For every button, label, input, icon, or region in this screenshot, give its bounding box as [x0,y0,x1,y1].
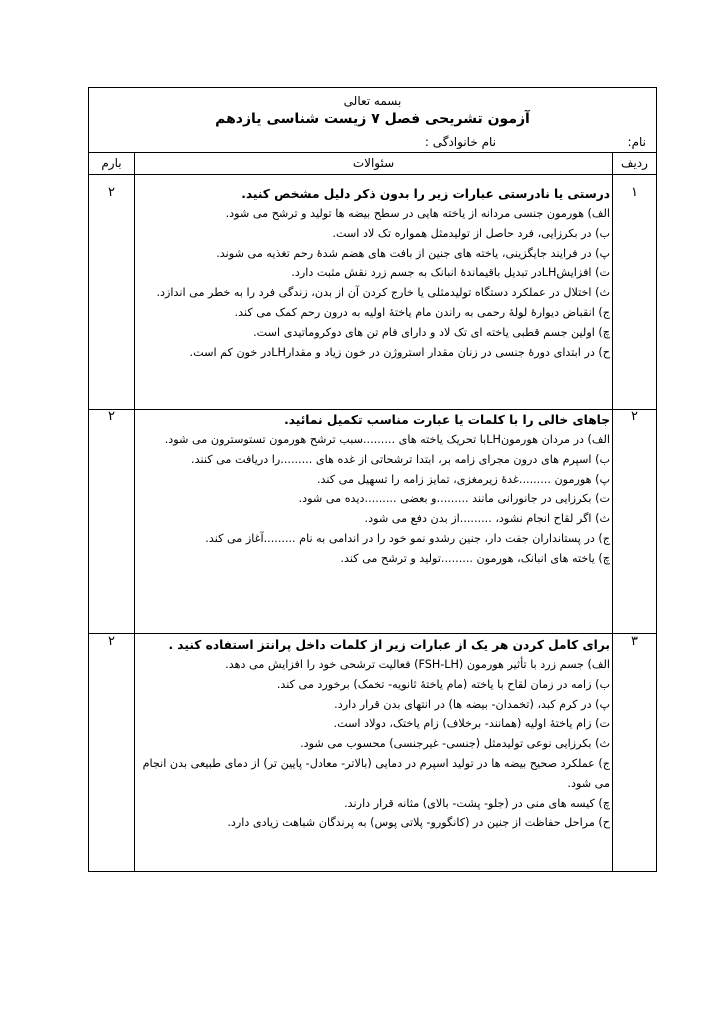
question-item: ث) اگر لقاح انجام نشود، .........از بدن دفع می شود. [364,512,610,526]
question-item: پ) در کرم کبد، (تخمدان- بیضه ها) در انتهای بدن قرار دارد. [334,697,610,711]
question-score: ۲ [108,409,115,424]
question-item: ح) در ابتدای دورهٔ جنسی در زنان مقدار استروژن در خون زیاد و مقدارLHدر خون کم است. [189,345,610,359]
question-item: الف) جسم زرد با تأثیر هورمون (FSH-LH) فعالیت ترشحی خود را افزایش می دهد. [225,658,610,671]
question-item: ج) عملکرد صحیح بیضه ها در تولید اسپرم در دمایی (بالاتر- معادل- پایین تر) از دمای طبیعی بدن انجام می شود. [142,756,610,790]
question-block-2 [139,411,610,569]
question-item: ث) اختلال در عملکرد دستگاه تولیدمثلی یا خارج کردن آن از بدن، زندگی فرد را به خطر می اندازد. [156,286,610,300]
question-item: ت) افزایشLHدر تبدیل باقیماندهٔ انبانک به جسم زرد نقش مثبت دارد. [291,266,610,280]
column-header-row: ردیف [621,156,648,170]
question-number: ۱ [631,185,638,200]
question-item: ث) بکرزایی نوعی تولیدمثل (جنسی- غیرجنسی) محسوب می شود. [300,737,610,751]
question-title: جاهای خالی را با کلمات یا عبارت مناسب تکمیل نمائید. [284,413,610,427]
question-score: ۲ [108,185,115,200]
question-item: ج) انقباض دیوارهٔ لولهٔ رحمی به راندن مام یاختهٔ اولیه به درون رحم کمک می کند. [234,305,610,319]
question-item: چ) اولین جسم قطبی یاخته ای تک لاد و دارای فام تن های دوکروماتیدی است. [253,325,610,339]
question-item: ج) در پستانداران جفت دار، جنین رشدو نمو خود را در اندامی به نام .........آغاز می کند. [205,531,610,545]
question-block-3 [139,636,610,833]
question-item: الف) هورمون جنسی مردانه از یاخته هایی در سطح بیضه ها تولید و ترشح می شود. [225,207,610,220]
question-title: درستی یا نادرستی عبارات زیر را بدون ذکر دلیل مشخص کنید. [241,187,610,201]
table-top-border [89,152,656,153]
question-number: ۳ [631,634,638,649]
question-item: پ) در فرایند جایگزینی، یاخته های جنین از بافت های هضم شدهٔ رحم تغذیه می شوند. [216,246,610,260]
question-item: ح) مراحل حفاظت از جنین در (کانگورو- پلاتی پوس) به پرندگان شباهت زیادی دارد. [227,816,610,830]
student-name-label: نام: [627,135,646,149]
question-item: ت) زام یاختهٔ اولیه (همانند- برخلاف) زام یاختک، دولاد است. [333,717,610,731]
question-item: ت) بکرزایی در جانورانی مانند .........و بعضی .........دیده می شود. [298,492,610,506]
question-item: ب) اسپرم های درون مجرای زامه بر، ابتدا ترشحاتی از غده های .........را دریافت می کنند. [191,452,610,466]
question-item: چ) یاخته های انبانک، هورمون .........تولید و ترشح می کند. [340,551,610,565]
question-item: چ) کیسه های منی در (جلو- پشت- بالای) مثانه قرار دارند. [344,796,610,810]
column-divider-row [612,152,613,871]
question-score: ۲ [108,634,115,649]
student-family-label: نام خانوادگی : [424,135,496,149]
question-item: ب) در بکرزایی، فرد حاصل از تولیدمثل همواره تک لاد است. [332,226,610,240]
question-number: ۲ [631,409,638,424]
bismillah-heading: بسمه تعالی [343,94,402,108]
column-divider-score [134,152,135,871]
exam-header [89,88,656,152]
question-item: پ) هورمون .........غدهٔ زیرمغزی، تمایز زامه را تسهیل می کند. [316,472,610,486]
exam-title: آزمون تشریحی فصل ۷ زیست شناسی یازدهم [215,111,530,127]
column-header-score: بارم [101,156,122,170]
row-divider-1 [89,409,656,410]
question-block-1 [139,185,610,362]
column-header-questions: سئوالات [352,156,395,170]
question-item: ب) زامه در زمان لقاح با یاخته (مام یاختهٔ ثانویه- تخمک) برخورد می کند. [276,677,610,691]
row-divider-2 [89,633,656,634]
question-title: برای کامل کردن هر یک از عبارات زیر از کلمات داخل پرانتز استفاده کنید . [168,638,610,652]
table-header-divider [89,174,656,175]
exam-sheet [88,87,657,872]
question-item: الف) در مردان هورمونLHبا تحریک یاخته های .........سبب ترشح هورمون تستوسترون می شود. [164,433,610,446]
